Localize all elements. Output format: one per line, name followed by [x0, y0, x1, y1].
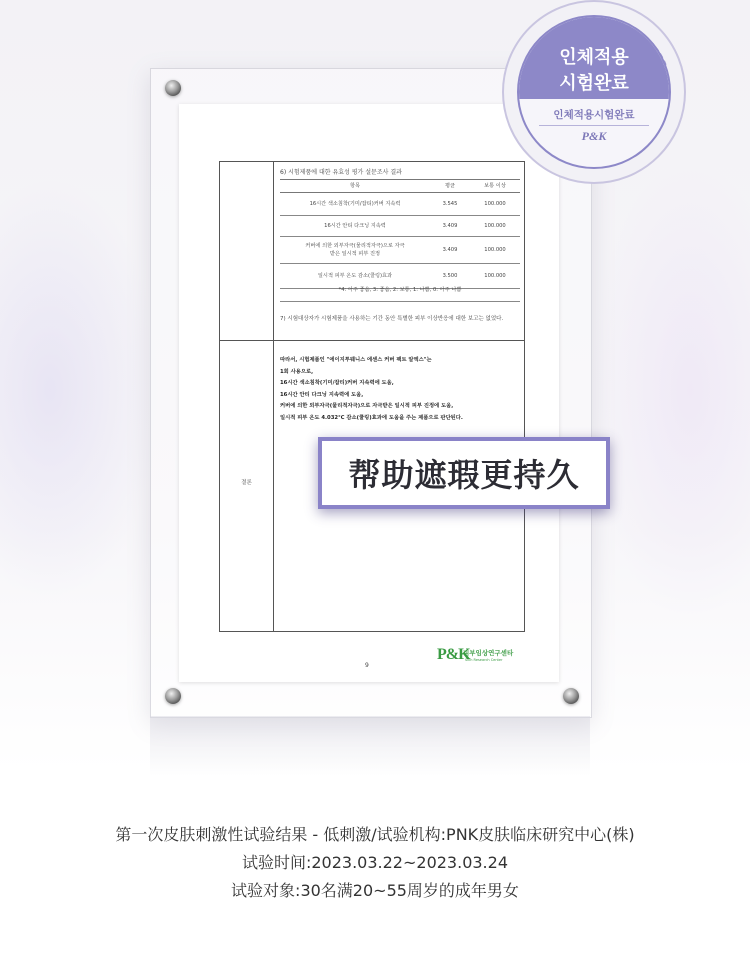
cell-above-normal: 100.000	[484, 247, 506, 253]
cell-average: 3.545	[442, 201, 458, 207]
test-complete-seal	[502, 0, 686, 184]
rating-legend: *4: 아주 좋음, 3: 좋음, 2: 보통, 1: 나쁨, 0: 아주 나쁨	[338, 287, 462, 293]
table-row	[280, 264, 520, 289]
frame-screw-bottom-left	[165, 688, 181, 704]
conclusion-line: 일시적 피부 온도 4.032℃ 감소(쿨링)효과에 도움을 주는 제품으로 판단된다.	[280, 414, 463, 421]
background-glow-left	[0, 180, 160, 600]
highlight-callout	[318, 437, 610, 509]
table-row	[280, 193, 520, 216]
column-header-above-normal: 보통 이상	[484, 183, 506, 189]
cell-above-normal: 100.000	[484, 273, 506, 279]
cell-item-line: 받은 일시적 피부 진정	[329, 251, 381, 257]
cell-average: 3.500	[442, 273, 458, 279]
frame-screw-bottom-right	[563, 688, 579, 704]
pk-skin-research-logo	[437, 644, 514, 664]
table-header-row	[280, 180, 520, 193]
seal-pk-mark: P&K	[581, 129, 607, 143]
seal-inner-circle	[517, 15, 671, 169]
pk-logo-name: 피부임상연구센타	[463, 649, 514, 657]
conclusion-line: 1회 사용으로,	[280, 368, 314, 375]
conclusion-line: 커버에 의한 외부자극(물리적자극)으로 자극받은 일시적 피부 진정에 도움,	[280, 403, 454, 409]
caption-line-2: 试验时间:2023.03.22~2023.03.24	[241, 853, 509, 872]
cell-above-normal: 100.000	[484, 223, 506, 229]
seal-title-line2: 시험완료	[559, 73, 629, 94]
pk-logo-mark: P&K	[437, 646, 470, 663]
caption-line-3: 试验对象:30名满20~55周岁的成年男女	[231, 881, 519, 900]
seal-divider	[539, 125, 649, 126]
column-header-average: 평균	[444, 183, 456, 189]
page-number: 9	[365, 662, 369, 669]
cell-above-normal: 100.000	[484, 201, 506, 207]
conclusion-label: 결론	[241, 480, 252, 486]
report-table	[219, 161, 525, 632]
frame-screw-top-left	[165, 80, 181, 96]
legend-divider	[280, 301, 520, 302]
background-glow-right	[590, 160, 750, 620]
cell-average: 3.409	[442, 247, 458, 253]
cell-item: 일시적 피부 온도 감소(쿨링)효과	[317, 273, 393, 279]
table-row	[280, 237, 520, 264]
cell-item: 16시간 색소침착(기미/잡티)커버 지속력	[309, 201, 401, 207]
frame-reflection	[150, 716, 590, 776]
pk-logo-subtitle: Skin Research Center	[465, 658, 503, 662]
cell-item	[280, 237, 430, 264]
adverse-reaction-note: 7) 시험대상자가 시험제품을 사용하는 기간 동안 특별한 피부 이상반응에 대한 보고는 없었다.	[280, 316, 504, 322]
cell-item-line: 커버에 의한 외부자극(물리적자극)으로 자극	[305, 243, 405, 249]
seal-subtitle: 인체적용시험완료	[553, 109, 635, 121]
conclusion-line: 16시간 안티 다크닝 지속력에 도움,	[280, 391, 364, 398]
callout-text: 帮助遮瑕更持久	[348, 456, 580, 494]
report-table-row-divider	[220, 340, 524, 341]
table-row	[280, 216, 520, 237]
cell-item: 16시간 안티 다크닝 지속력	[324, 223, 386, 229]
caption-line-1: 第一次皮肤刺激性试验结果 - 低刺激/试验机构:PNK皮肤临床研究中心(株)	[115, 825, 635, 844]
report-page	[179, 104, 559, 682]
column-header-item: 항목	[349, 183, 361, 189]
conclusion-line: 따라서, 시험제품인 "에이지투웨니스 에센스 커버 팩트 알엑스"는	[280, 357, 432, 363]
conclusion-line: 16시간 색소침착(기미/잡티)커버 지속력에 도움,	[280, 380, 394, 386]
survey-results-table	[280, 179, 520, 289]
conclusion-text	[280, 355, 520, 424]
cell-average: 3.409	[442, 223, 458, 229]
seal-title-line1: 인체적용	[559, 47, 629, 68]
report-table-label-column	[220, 162, 274, 631]
survey-section-title: 6) 시험제품에 대한 유효성 평가 설문조사 결과	[280, 169, 402, 176]
